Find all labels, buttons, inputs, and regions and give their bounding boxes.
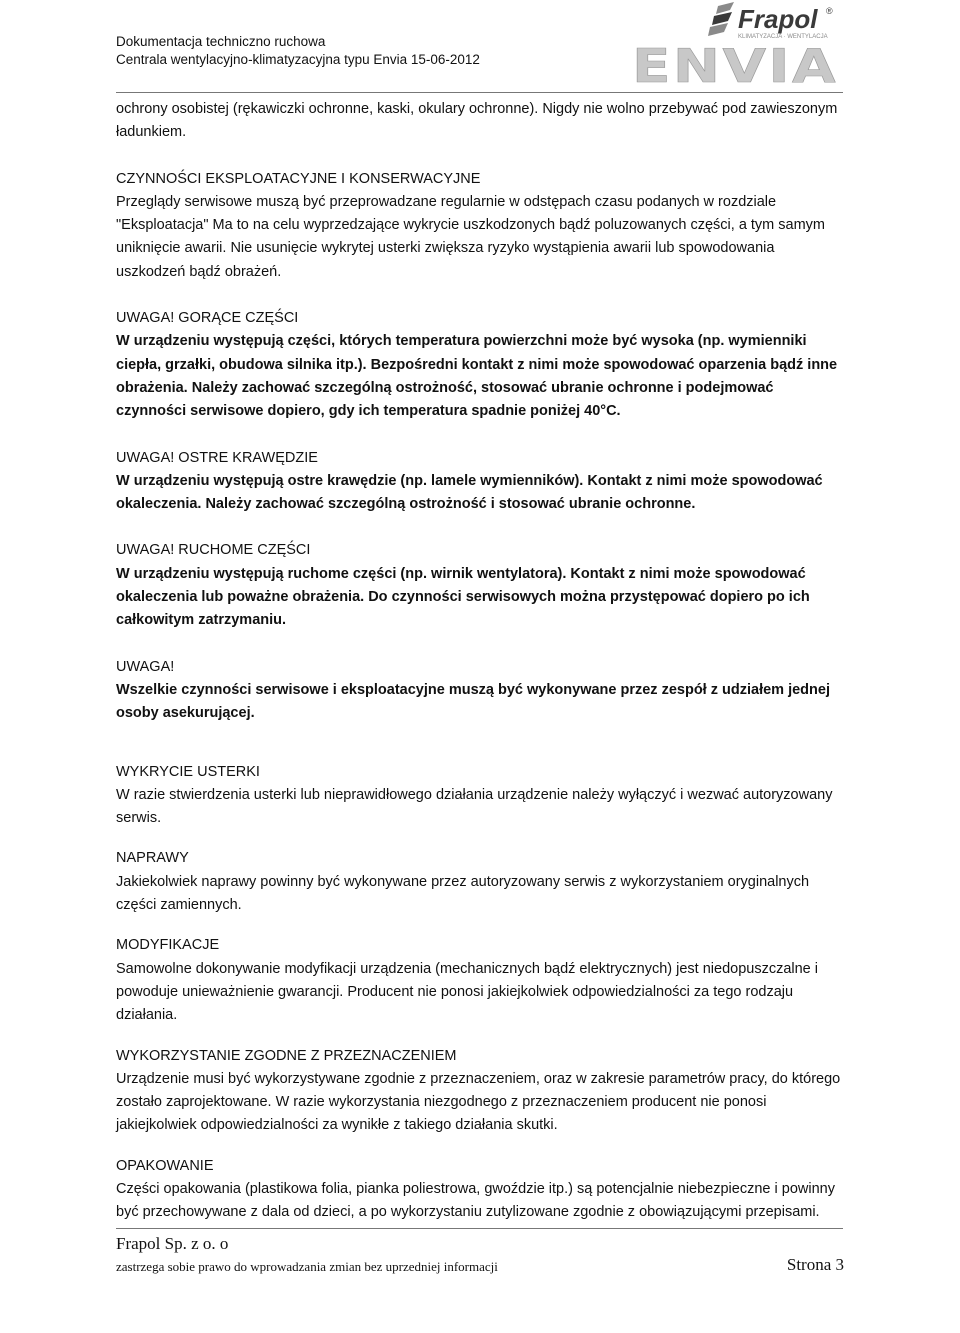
fault-section (116, 761, 846, 831)
header-divider (116, 92, 843, 93)
page-body (116, 98, 846, 1225)
packaging-heading: OPAKOWANIE (116, 1157, 214, 1174)
intended-use-text: Urządzenie musi być wykorzystywane zgodnie z przeznaczeniem, oraz w zakresie parametrów pracy, do którego zostało zaprojektowane. W razie wykorzystania niezgodnego z przeznaczeniem producent nie ponosi jakiejkolwiek odpowiedzialności za wynikłe z takiego działania skutki. (116, 1070, 841, 1134)
footer-disclaimer: zastrzega sobie prawo do wprowadzania zmian bez uprzedniej informacji (116, 1259, 498, 1274)
moving-parts-text: W urządzeniu występują ruchome części (np. wirnik wentylatora). Kontakt z nimi może spowodować okaleczenia lub poważne obrażenia. Do czynności serwisowych można przystępować dopiero po ich całkowitym zatrzymaniu. (116, 565, 810, 629)
repairs-section (116, 847, 846, 917)
fault-text: W razie stwierdzenia usterki lub nieprawidłowego działania urządzenie należy wyłączyć i wezwać autoryzowany serwis. (116, 786, 833, 827)
maintenance-text-part2: Nie usunięcie wykrytej usterki zwiększa ryzyko wystąpienia awarii lub spowodowania uszkodzeń bądź obrażeń. (116, 240, 775, 280)
header-doc-title: Dokumentacja techniczno ruchowa (116, 34, 326, 49)
hot-parts-heading: UWAGA! GORĄCE CZĘŚCI (116, 310, 299, 327)
page-header (0, 0, 960, 92)
fault-heading: WYKRYCIE USTERKI (116, 763, 260, 780)
header-doc-subtitle: Centrala wentylacyjno-klimatyzacyjna typu Envia 15-06-2012 (116, 52, 480, 67)
repairs-heading: NAPRAWY (116, 850, 189, 867)
page-number: Strona 3 (786, 1255, 844, 1274)
logo-product: ENVIA (632, 39, 838, 88)
maintenance-section (116, 168, 846, 284)
maintenance-text-part1: Przeglądy serwisowe muszą być przeprowadzane regularnie w odstępach czasu podanych w rozdziale "Eksploatacja" Ma to na celu wyprzedzające wykrycie uszkodzonych bądź poluzowanych części, a tym samym uniknięcie awarii. (116, 193, 826, 257)
frapol-envia-logo (630, 0, 845, 88)
moving-parts-heading: UWAGA! RUCHOME CZĘŚCI (116, 542, 311, 559)
intended-use-heading: WYKORZYSTANIE ZGODNE Z PRZEZNACZENIEM (116, 1047, 457, 1064)
sharp-edges-heading: UWAGA! OSTRE KRAWĘDZIE (116, 449, 318, 466)
sharp-edges-section (116, 447, 846, 517)
maintenance-heading: CZYNNOŚCI EKSPLOATACYJNE I KONSERWACYJNE (116, 170, 481, 187)
maintenance-text (116, 191, 846, 284)
modifications-heading: MODYFIKACJE (116, 937, 220, 954)
header-text (116, 33, 480, 69)
hot-parts-text: W urządzeniu występują części, których temperatura powierzchni może być wysoka (np. wymienniki ciepła, grzałki, obudowa silnika itp.). Bezpośredni kontakt z nimi może spowodować oparzenia bądź inne obrażenia. Należy zachować szczególną ostrożność, stosować ubranie ochronne i podejmować czynności serwisowe dopiero, gdy ich temperatura spadnie poniżej 40°C. (116, 333, 838, 420)
safety-warning-section (116, 656, 846, 726)
packaging-section (116, 1155, 846, 1225)
frapol-swoosh-icon (708, 2, 734, 36)
modifications-text: Samowolne dokonywanie modyfikacji urządzenia (mechanicznych bądź elektrycznych) jest niedopuszczalne i powoduje unieważnienie gwarancji. Producent nie ponosi jakiejkolwiek odpowiedzialności za tego rodzaju działania. (116, 960, 818, 1024)
repairs-text: Jakiekolwiek naprawy powinny być wykonywane przez autoryzowany serwis z wykorzystaniem oryginalnych części zamiennych. (116, 873, 810, 914)
intro-paragraph: ochrony osobistej (rękawiczki ochronne, kaski, okulary ochronne). Nigdy nie wolno przebywać pod zawieszonym ładunkiem. (116, 101, 838, 141)
moving-parts-section (116, 539, 846, 632)
logo-mark: ® (826, 6, 833, 16)
logo-brand: Frapol (738, 4, 818, 34)
logo-tagline: KLIMATYZACJA · WENTYLACJA (738, 34, 828, 40)
intended-use-section (116, 1045, 846, 1138)
footer-divider (116, 1228, 843, 1229)
modifications-section (116, 934, 846, 1027)
safety-warning-text: Wszelkie czynności serwisowe i eksploatacyjne muszą być wykonywane przez zespół z udziałem jednej osoby asekurującej. (116, 681, 830, 722)
hot-parts-section (116, 307, 846, 423)
footer-company: Frapol Sp. z o. o (116, 1234, 229, 1253)
packaging-text: Części opakowania (plastikowa folia, pianka poliestrowa, gwoździe itp.) są potencjalnie niebezpieczne i powinny być przechowywane z dala od dzieci, a po wykorzystaniu zutylizowane zgodnie z obowiązującymi przepisami. (116, 1180, 835, 1221)
safety-warning-heading: UWAGA! (116, 658, 175, 675)
sharp-edges-text: W urządzeniu występują ostre krawędzie (np. lamele wymienników). Kontakt z nimi może spowodować okaleczenia. Należy zachować szczególną ostrożność i stosować ubranie ochronne. (116, 472, 823, 513)
